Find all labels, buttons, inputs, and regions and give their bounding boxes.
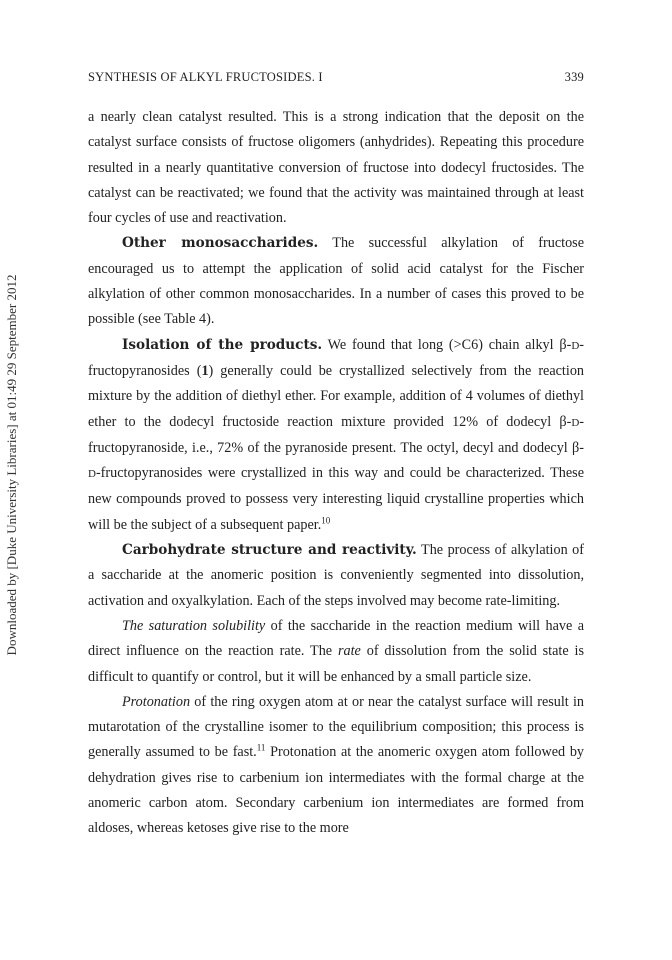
paragraph-structure-reactivity <box>88 538 584 614</box>
text-run: -fructopyranoside, i.e., 72% of the pyranoside present. The octyl, decyl and dodecyl β- <box>88 413 584 456</box>
section-heading: Carbohydrate structure and reactivity. <box>122 542 417 559</box>
italic-term: The saturation solubility <box>122 617 266 634</box>
paragraph-text: The successful alkylation of fructose encouraged us to attempt the application of solid acid catalyst for the Fischer alkylation of other common monosaccharides. In a number of cases this proved to be possible (see Table 4). <box>88 235 584 328</box>
paragraph-monosaccharides <box>88 231 584 332</box>
section-heading: Other monosaccharides. <box>122 235 319 252</box>
paragraph-isolation <box>88 333 584 538</box>
text-run: of the saccharide in the reaction medium will have a direct influence on the reaction rate. The <box>88 617 584 660</box>
reference-superscript: 10 <box>321 515 331 526</box>
text-run: We found that long (>C6) chain alkyl β- <box>327 336 572 353</box>
text-run: of dissolution from the solid state is difficult to quantify or control, but it will be enhanced by a small particle size. <box>88 643 584 685</box>
text-run: -fructopyranosides were crystallized in this way and could be characterized. These new compounds proved to possess very interesting liquid crystalline properties which will be the subject of a subsequent paper. <box>88 465 584 533</box>
text-run: of the ring oxygen atom at or near the catalyst surface will result in mutarotation of the crystalline isomer to the equilibrium composition; this process is generally assumed to be fast. <box>88 693 585 761</box>
page-number: 339 <box>564 70 584 84</box>
download-note-text: Downloaded by [Duke University Libraries] at 01:49 29 September 2012 <box>4 274 19 656</box>
running-header <box>88 70 584 85</box>
paragraph-solubility <box>88 614 584 690</box>
small-caps-d: D <box>88 468 96 481</box>
compound-number: 1 <box>201 362 209 379</box>
paragraph-catalyst <box>88 105 584 231</box>
paragraph-text: a nearly clean catalyst resulted. This is a strong indication that the deposit on the catalyst surface consists of fructose oligomers (anhydrides). Repeating this procedure resulted in a nearly quantitative conversion of fructose into dodecyl fructosides. The catalyst can be reactivated; we found that the activity was maintained through at least four cycles of use and reactivation. <box>88 109 584 227</box>
small-caps-d: D <box>571 339 580 352</box>
small-caps-d: D <box>571 416 580 429</box>
article-body <box>88 105 584 842</box>
text-run: Protonation at the anomeric oxygen atom followed by dehydration gives rise to carbenium ion intermediates with the formal charge at the anomeric carbon atom. Secondary carbenium ion intermediates are formed from aldoses, whereas ketoses give rise to the more <box>88 744 585 837</box>
section-heading: Isolation of the products. <box>122 336 323 353</box>
paragraph-text: The process of alkylation of a saccharide at the anomeric position is conveniently segmented into dissolution, activation and oxyalkylation. Each of the steps involved may become rate-limiting. <box>88 542 585 609</box>
italic-term: rate <box>337 643 361 660</box>
italic-term: Protonation <box>122 693 191 710</box>
text-run: -fructopyranosides ( <box>88 336 584 379</box>
running-title: SYNTHESIS OF ALKYL FRUCTOSIDES. I <box>88 70 323 84</box>
reference-superscript: 11 <box>256 742 266 753</box>
download-watermark <box>2 250 22 680</box>
paragraph-protonation <box>88 690 584 842</box>
text-run: ) generally could be crystallized selectively from the reaction mixture by the addition of diethyl ether. For example, addition of 4 volumes of diethyl ether to the dodecyl fructoside reaction mixture provided 12% of dodecyl β- <box>88 362 585 430</box>
